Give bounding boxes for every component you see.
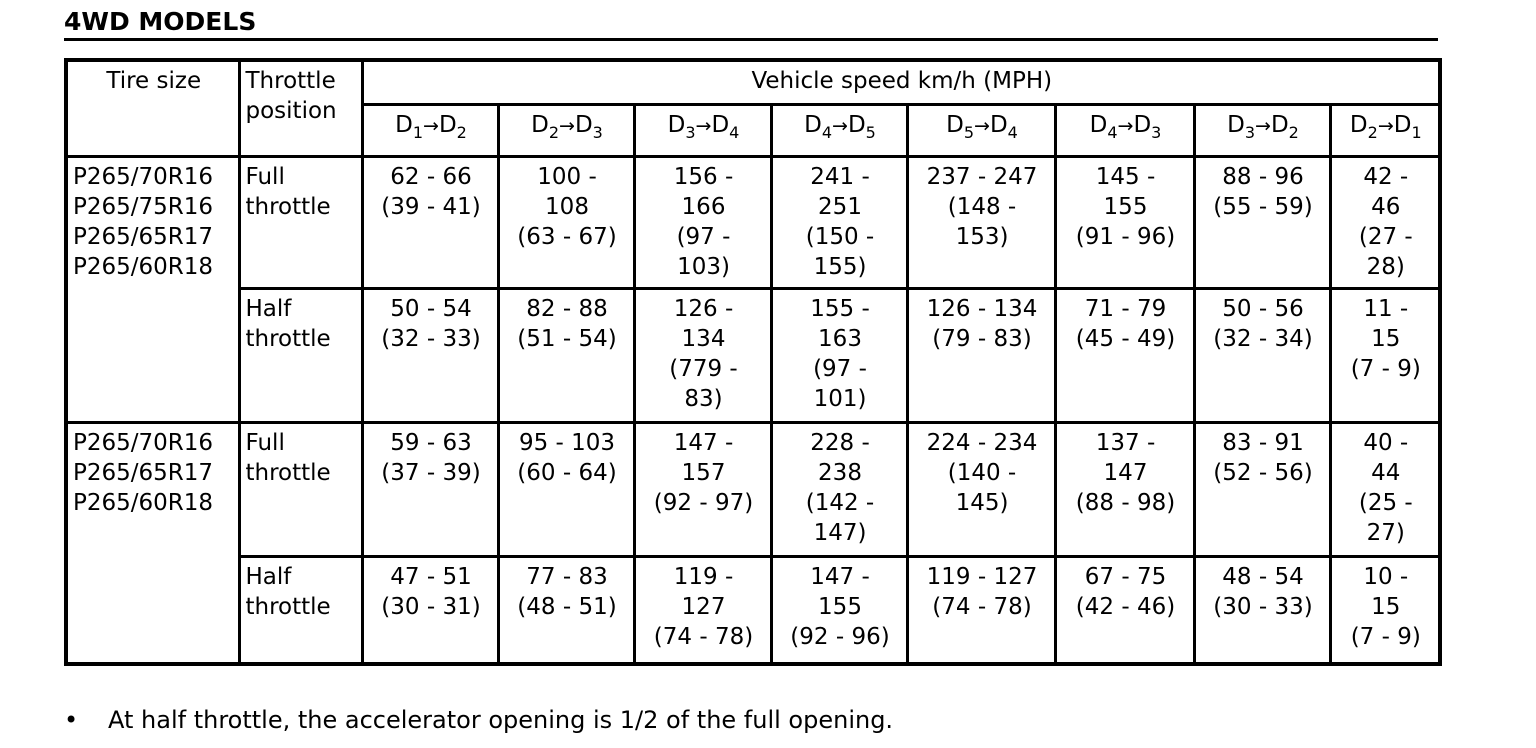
speed-cell: 241 - 251 (150 - 155) bbox=[771, 156, 907, 288]
to-gear-number: 4 bbox=[729, 122, 740, 142]
gear-letter: D bbox=[847, 111, 866, 138]
gear-letter: D bbox=[946, 111, 964, 138]
shift-speed-table bbox=[64, 58, 1442, 666]
shift-header-cell bbox=[498, 104, 634, 156]
gear-letter: D bbox=[1089, 111, 1108, 138]
gear-letter: D bbox=[711, 111, 730, 138]
to-gear-number: 4 bbox=[1007, 122, 1018, 142]
speed-cell: 100 - 108 (63 - 67) bbox=[498, 156, 634, 288]
gear-letter: D bbox=[989, 111, 1008, 138]
table-row bbox=[66, 156, 1440, 288]
speed-cell: 224 - 234 (140 - 145) bbox=[907, 422, 1055, 556]
vehicle-speed-header: Vehicle speed km/h (MPH) bbox=[362, 60, 1440, 104]
arrow-icon: → bbox=[832, 114, 848, 137]
gear-letter: D bbox=[531, 111, 549, 138]
header-row bbox=[66, 60, 1440, 104]
speed-cell: 62 - 66 (39 - 41) bbox=[362, 156, 498, 288]
shift-header-cell bbox=[771, 104, 907, 156]
speed-cell: 71 - 79 (45 - 49) bbox=[1055, 288, 1194, 422]
tire-size-cell: P265/70R16 P265/75R16 P265/65R17 P265/60R18 bbox=[66, 156, 239, 422]
speed-cell: 147 - 155 (92 - 96) bbox=[771, 556, 907, 664]
gear-letter: D bbox=[1133, 111, 1152, 138]
page-title: 4WD MODELS bbox=[64, 6, 1438, 41]
table-row bbox=[66, 288, 1440, 422]
speed-cell: 50 - 56 (32 - 34) bbox=[1194, 288, 1330, 422]
gear-letter: D bbox=[1349, 111, 1368, 138]
from-gear-number: 3 bbox=[1244, 122, 1256, 142]
speed-cell: 83 - 91 (52 - 56) bbox=[1194, 422, 1330, 556]
speed-cell: 48 - 54 (30 - 33) bbox=[1194, 556, 1330, 664]
gear-letter: D bbox=[804, 111, 822, 138]
speed-cell: 40 - 44 (25 - 27) bbox=[1330, 422, 1440, 556]
shift-header-cell bbox=[362, 104, 498, 156]
speed-cell: 155 - 163 (97 - 101) bbox=[771, 288, 907, 422]
speed-cell: 156 - 166 (97 - 103) bbox=[634, 156, 771, 288]
from-gear-number: 3 bbox=[685, 122, 696, 142]
from-gear-number: 4 bbox=[1107, 122, 1118, 142]
speed-cell: 126 - 134 (779 - 83) bbox=[634, 288, 771, 422]
footnote bbox=[64, 706, 893, 734]
speed-cell: 119 - 127 (74 - 78) bbox=[634, 556, 771, 664]
throttle-cell: Full throttle bbox=[239, 156, 362, 288]
speed-cell: 59 - 63 (37 - 39) bbox=[362, 422, 498, 556]
shift-header-cell bbox=[634, 104, 771, 156]
speed-cell: 50 - 54 (32 - 33) bbox=[362, 288, 498, 422]
to-gear-number: 3 bbox=[592, 122, 603, 142]
speed-cell: 10 - 15 (7 - 9) bbox=[1330, 556, 1440, 664]
gear-letter: D bbox=[1227, 111, 1245, 138]
speed-cell: 77 - 83 (48 - 51) bbox=[498, 556, 634, 664]
throttle-cell: Full throttle bbox=[239, 422, 362, 556]
gear-letter: D bbox=[438, 111, 457, 138]
to-gear-number: 3 bbox=[1151, 122, 1162, 142]
to-gear-number: 5 bbox=[865, 122, 876, 142]
bullet-icon: • bbox=[64, 706, 79, 734]
gear-letter: D bbox=[395, 111, 413, 138]
from-gear-number: 1 bbox=[412, 122, 424, 142]
throttle-cell: Half throttle bbox=[239, 288, 362, 422]
speed-cell: 95 - 103 (60 - 64) bbox=[498, 422, 634, 556]
gear-letter: D bbox=[1270, 111, 1289, 138]
throttle-cell: Half throttle bbox=[239, 556, 362, 664]
arrow-icon: → bbox=[695, 114, 712, 137]
to-gear-number: 1 bbox=[1411, 122, 1422, 142]
shift-header-cell bbox=[1330, 104, 1440, 156]
table-row bbox=[66, 556, 1440, 664]
from-gear-number: 2 bbox=[548, 122, 560, 142]
speed-cell: 88 - 96 (55 - 59) bbox=[1194, 156, 1330, 288]
speed-cell: 119 - 127 (74 - 78) bbox=[907, 556, 1055, 664]
shift-header-cell bbox=[1055, 104, 1194, 156]
arrow-icon: → bbox=[559, 114, 575, 137]
speed-cell: 11 - 15 (7 - 9) bbox=[1330, 288, 1440, 422]
speed-cell: 147 - 157 (92 - 97) bbox=[634, 422, 771, 556]
table-row bbox=[66, 422, 1440, 556]
arrow-icon: → bbox=[974, 114, 990, 137]
from-gear-number: 5 bbox=[963, 122, 975, 142]
speed-cell: 47 - 51 (30 - 31) bbox=[362, 556, 498, 664]
gear-letter: D bbox=[667, 111, 686, 138]
speed-cell: 126 - 134 (79 - 83) bbox=[907, 288, 1055, 422]
speed-cell: 82 - 88 (51 - 54) bbox=[498, 288, 634, 422]
to-gear-number: 2 bbox=[456, 122, 467, 142]
gear-letter: D bbox=[1393, 111, 1412, 138]
arrow-icon: → bbox=[1117, 114, 1134, 137]
throttle-position-header: Throttle position bbox=[239, 60, 362, 156]
speed-cell: 237 - 247 (148 - 153) bbox=[907, 156, 1055, 288]
from-gear-number: 2 bbox=[1367, 122, 1378, 142]
gear-letter: D bbox=[574, 111, 593, 138]
tire-size-cell: P265/70R16 P265/65R17 P265/60R18 bbox=[66, 422, 239, 664]
shift-header-cell bbox=[1194, 104, 1330, 156]
speed-cell: 228 - 238 (142 - 147) bbox=[771, 422, 907, 556]
speed-cell: 145 - 155 (91 - 96) bbox=[1055, 156, 1194, 288]
arrow-icon: → bbox=[423, 114, 439, 137]
footnote-text: At half throttle, the accelerator opening is 1/2 of the full opening. bbox=[108, 706, 894, 734]
speed-cell: 67 - 75 (42 - 46) bbox=[1055, 556, 1194, 664]
from-gear-number: 4 bbox=[821, 122, 833, 142]
speed-cell: 42 - 46 (27 - 28) bbox=[1330, 156, 1440, 288]
tire-size-header: Tire size bbox=[66, 60, 239, 156]
to-gear-number: 2 bbox=[1288, 122, 1299, 142]
speed-cell: 137 - 147 (88 - 98) bbox=[1055, 422, 1194, 556]
arrow-icon: → bbox=[1377, 114, 1394, 137]
shift-header-cell bbox=[907, 104, 1055, 156]
arrow-icon: → bbox=[1255, 114, 1271, 137]
